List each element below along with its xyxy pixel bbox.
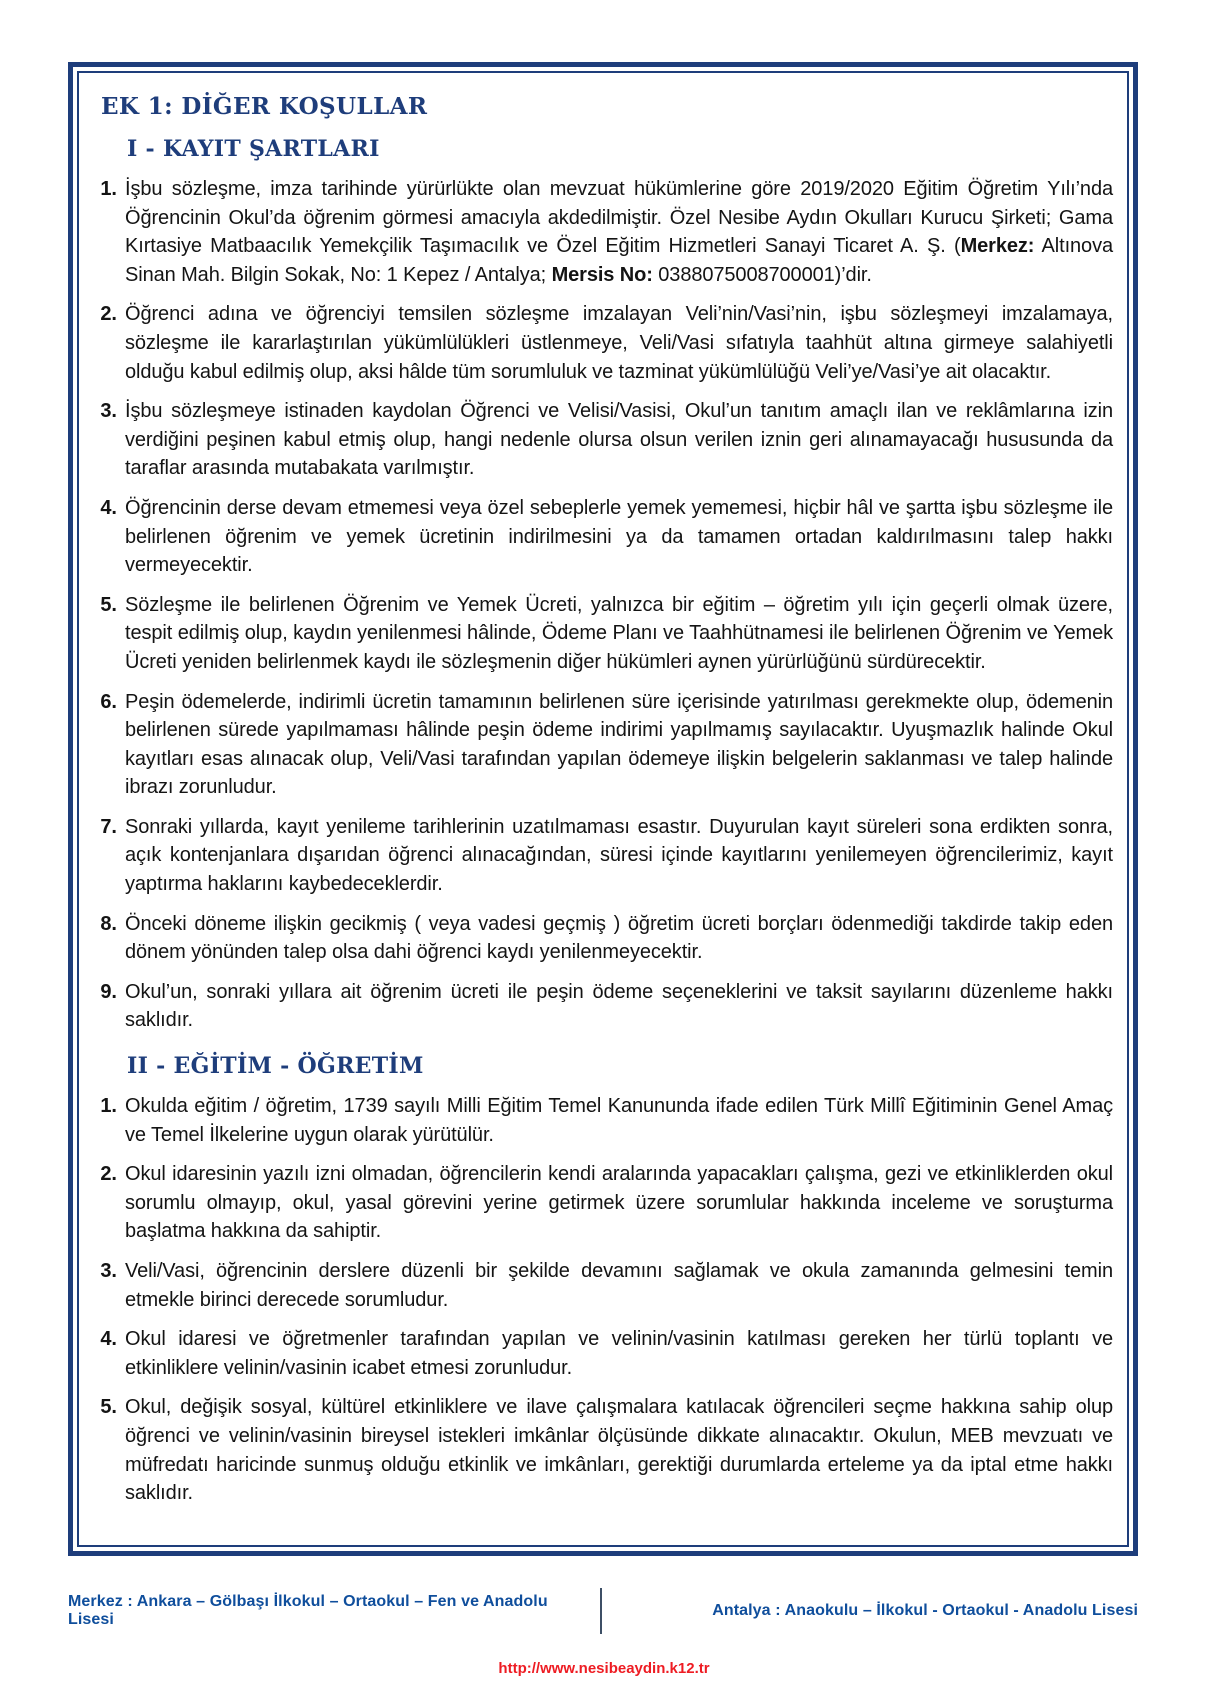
item-number: 2.: [100, 303, 117, 326]
footer-antalya-text: Antalya : Anaokulu – İlkokul - Ortaokul - Anadolu Lisesi: [712, 1601, 1138, 1619]
list-item: [93, 910, 1113, 967]
list-item: [93, 494, 1113, 580]
list-item: [93, 1325, 1113, 1382]
website-url-link[interactable]: http://www.nesibeaydin.k12.tr: [498, 1659, 710, 1677]
list-item: [93, 1092, 1113, 1149]
item-text: İşbu sözleşme, imza tarihinde yürürlükte olan mevzuat hükümlerine göre 2019/2020 Eğitim Öğretim Yılı’nda Öğrencinin Okul’da öğrenim görmesi amacıyla akdedilmiştir. Özel Nesibe Aydın Okulları Kurucu Şirketi; Gama Kırtasiye Matbaacılık Yemekçilik Taşımacılık ve Özel Eğitim Hizmetleri Sanayi Ticaret A. Ş. (Merkez: Altınova Sinan Mah. Bilgin Sokak, No: 1 Kepez / Antalya; Mersis No: 0388075008700001)’dir.: [125, 178, 1113, 286]
item-number: 8.: [100, 912, 117, 935]
item-number: 5.: [100, 1396, 117, 1419]
section-1-list: [93, 175, 1113, 1035]
list-item: [93, 978, 1113, 1035]
item-number: 2.: [100, 1163, 117, 1186]
item-text: Peşin ödemelerde, indirimli ücretin tamamının belirlenen süre içerisinde yatırılması gerekmekte olup, ödemenin belirlenen sürede yapılmaması hâlinde peşin ödeme indirimi yapılmamış sayılacaktır. Uyuşmazlık halinde Okul kayıtları esas alınacak olup, Veli/Vasi tarafından yapılan ödemeye ilişkin belgelerin saklanması ve talep halinde ibrazı zorunludur.: [125, 690, 1113, 799]
item-text: Sözleşme ile belirlenen Öğrenim ve Yemek Ücreti, yalnızca bir eğitim – öğretim yılı için geçerli olmak üzere, tespit edilmiş olup, kaydın yenilenmesi hâlinde, Ödeme Planı ve Taahhütnamesi ile belirlenen Öğrenim ve Yemek Ücreti yeniden belirlenmek kaydı ile sözleşmenin diğer hükümleri aynen yürürlüğünü sürdürecektir.: [125, 593, 1113, 673]
list-item: [93, 813, 1113, 899]
item-text: Öğrenci adına ve öğrenciyi temsilen sözleşme imzalayan Veli’nin/Vasi’nin, işbu sözleşmeyi imzalamaya, sözleşme ile kararlaştırılan yükümlülükleri üstlenmeye, Veli/Vasi sıfatıyla taahhüt altına girmeye salahiyetli olduğu kabul edilmiş olup, aksi hâlde tüm sorumluluk ve tazminat yükümlülüğü Veli’ye/Vasi’ye ait olacaktır.: [125, 303, 1113, 383]
item-text: Okul’un, sonraki yıllara ait öğrenim ücreti ile peşin ödeme seçeneklerini ve taksit sayılarını düzenleme hakkı saklıdır.: [125, 980, 1113, 1032]
list-item: [93, 1257, 1113, 1314]
item-text: Sonraki yıllarda, kayıt yenileme tarihlerinin uzatılmaması esastır. Duyurulan kayıt süreleri sona erdikten sonra, açık kontenjanlara dışarıdan öğrenci alınacağından, süresi içinde kayıtlarını yenilemeyen öğrencilerimiz, kayıt yaptırma haklarını kaybedeceklerdir.: [125, 815, 1113, 896]
item-text: Okulda eğitim / öğretim, 1739 sayılı Milli Eğitim Temel Kanununda ifade edilen Türk Millî Eğitiminin Genel Amaç ve Temel İlkelerine uygun olarak yürütülür.: [125, 1095, 1113, 1146]
footer-divider: [600, 1588, 602, 1634]
item-number: 5.: [100, 593, 117, 616]
list-item: [93, 1160, 1113, 1246]
item-text: Okul idaresinin yazılı izni olmadan, öğrencilerin kendi aralarında yapacakları çalışma, gezi ve etkinliklerden okul sorumlu olmayıp, okul, yasal görevini yerine getirmek üzere sorumlular hakkında inceleme ve soruşturma başlatma hakkına da sahiptir.: [125, 1163, 1113, 1243]
document-border: [68, 62, 1138, 1556]
item-number: 3.: [100, 1260, 117, 1282]
list-item: [93, 688, 1113, 802]
item-number: 4.: [100, 1328, 117, 1351]
item-text: Veli/Vasi, öğrencinin derslere düzenli bir şekilde devamını sağlamak ve okula zamanında gelmesini temin etmekle birinci derecede sorumludur.: [125, 1260, 1113, 1311]
section-1-heading: I - KAYIT ŞARTLARI: [127, 136, 380, 162]
item-text: Okul, değişik sosyal, kültürel etkinliklere ve ilave çalışmalara katılacak öğrencileri seçme hakkına sahip olup öğrenci ve velinin/vasinin bireysel istekleri imkânlar ölçüsünde dikkate alınacaktır. Okulun, MEB mevzuatı ve müfredatı haricinde sunmuş olduğu etkinlik ve imkânları, gerektiği durumlarda erteleme ya da iptal etme hakkı saklıdır.: [125, 1396, 1113, 1505]
item-number: 4.: [100, 496, 117, 519]
item-text: Öğrencinin derse devam etmemesi veya özel sebeplerle yemek yememesi, hiçbir hâl ve şartta işbu sözleşme ile belirlenen öğrenim ve yemek ücretinin indirilmesini ya da tamamen ortadan kaldırılmasını talep hakkı vermeyecektir.: [125, 496, 1113, 577]
item-text: Önceki döneme ilişkin gecikmiş ( veya vadesi geçmiş ) öğretim ücreti borçları ödenmediği takdirde takip eden dönem yönünden talep olsa dahi öğrenci kaydı yenilenmeyecektir.: [125, 912, 1113, 964]
item-number: 1.: [100, 178, 117, 200]
document-title: EK 1: DİĞER KOŞULLAR: [101, 93, 428, 120]
item-text: Okul idaresi ve öğretmenler tarafından yapılan ve velinin/vasinin katılması gereken her türlü toplantı ve etkinliklere velinin/vasinin icabet etmesi zorunludur.: [125, 1328, 1113, 1379]
list-item: [93, 1393, 1113, 1507]
list-item: [93, 175, 1113, 289]
section-2-heading: II - EĞİTİM - ÖĞRETİM: [127, 1053, 424, 1080]
item-number: 3.: [100, 400, 117, 423]
list-item: [93, 300, 1113, 386]
list-item: [93, 591, 1113, 677]
item-text: İşbu sözleşmeye istinaden kaydolan Öğrenci ve Velisi/Vasisi, Okul’un tanıtım amaçlı ilan ve reklâmlarına izin verdiğini peşinen kabul etmiş olup, hangi nedenle olursa olsun verilen iznin geri alınamayacağı hususunda da taraflar arasında mutabakata varılmıştır.: [125, 400, 1113, 480]
item-number: 7.: [100, 815, 117, 838]
item-number: 9.: [100, 980, 117, 1003]
section-2-list: [93, 1092, 1113, 1508]
footer: [68, 1588, 1138, 1634]
list-item: [93, 397, 1113, 483]
footer-merkez-text: Merkez : Ankara – Gölbaşı İlkokul – Ortaokul – Fen ve Anadolu Lisesi: [68, 1592, 548, 1628]
item-number: 6.: [100, 690, 117, 713]
document-content: [77, 71, 1129, 1547]
item-number: 1.: [100, 1095, 117, 1118]
